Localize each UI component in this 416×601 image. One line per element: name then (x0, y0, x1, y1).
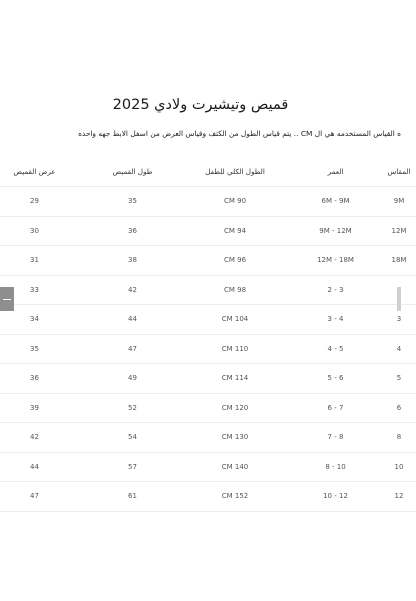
cell-child-height: CM 104 (221, 315, 249, 324)
cell-age: 8 - 7 (327, 433, 344, 442)
header-age: العمر (327, 167, 344, 176)
cell-size: 18M (391, 256, 407, 265)
cell-shirt-length: 47 (128, 344, 137, 353)
cell-age: 6 - 5 (327, 374, 344, 383)
cell-child-height: CM 98 (223, 285, 247, 294)
cell-size: 12 (394, 492, 404, 501)
table-row (0, 187, 416, 217)
cell-shirt-length: 49 (128, 374, 137, 383)
table-header-row (0, 157, 416, 187)
cell-child-height: CM 94 (223, 226, 247, 235)
cell-shirt-width: 39 (30, 403, 39, 412)
cell-size: 6 (396, 403, 402, 412)
cell-age: 3 - 2 (327, 285, 344, 294)
cell-child-height: CM 90 (223, 197, 247, 206)
cell-shirt-length: 52 (128, 403, 137, 412)
right-scroll-handle[interactable] (397, 287, 401, 311)
cell-age: 12M - 18M (317, 256, 354, 265)
cell-child-height: CM 120 (221, 403, 249, 412)
header-shirt-width: عرض القميص (13, 167, 56, 176)
left-scroll-handle[interactable] (0, 287, 14, 311)
cell-shirt-length: 38 (128, 256, 137, 265)
cell-size: 12M (391, 226, 407, 235)
cell-shirt-width: 42 (30, 433, 39, 442)
cell-size: 5 (396, 374, 402, 383)
table-row (0, 394, 416, 424)
cell-age: 9M - 12M (319, 226, 352, 235)
cell-size: 10 (394, 462, 404, 471)
table-row (0, 423, 416, 453)
size-note-line: ه القياس المستخدمه هي ال CM .. يتم قياس الطول من الكتف وقياس العرض من اسفل الابط جهه واحده (78, 129, 401, 138)
table-row (0, 217, 416, 247)
cell-shirt-width: 29 (30, 197, 39, 206)
cell-child-height: CM 130 (221, 433, 249, 442)
cell-age: 7 - 6 (327, 403, 344, 412)
table-row (0, 482, 416, 512)
cell-child-height: CM 114 (221, 374, 249, 383)
cell-age: 5 - 4 (327, 344, 344, 353)
size-chart-table (0, 157, 416, 512)
cell-child-height: CM 152 (221, 492, 249, 501)
cell-shirt-width: 34 (30, 315, 39, 324)
cell-shirt-length: 57 (128, 462, 137, 471)
cell-shirt-width: 35 (30, 344, 39, 353)
cell-shirt-width: 33 (30, 285, 39, 294)
table-row (0, 305, 416, 335)
page-title: قميص وتيشيرت ولادي 2025 (112, 97, 289, 113)
cell-size: 4 (396, 344, 402, 353)
cell-shirt-width: 47 (30, 492, 39, 501)
table-row (0, 335, 416, 365)
cell-shirt-width: 44 (30, 462, 39, 471)
cell-size: 9M (393, 197, 405, 206)
table-body (0, 187, 416, 512)
cell-shirt-length: 54 (128, 433, 137, 442)
cell-shirt-length: 44 (128, 315, 137, 324)
cell-shirt-length: 36 (128, 226, 137, 235)
table-row (0, 246, 416, 276)
header-child-height: الطول الكلي للطفل (205, 167, 265, 176)
cell-child-height: CM 110 (221, 344, 249, 353)
cell-age: 6M - 9M (321, 197, 350, 206)
cell-size: 3 (396, 315, 402, 324)
table-row (0, 276, 416, 306)
cell-child-height: CM 96 (223, 256, 247, 265)
cell-child-height: CM 140 (221, 462, 249, 471)
cell-shirt-width: 31 (30, 256, 39, 265)
header-shirt-length: طول القميص (112, 167, 153, 176)
size-note (0, 127, 401, 140)
cell-shirt-length: 35 (128, 197, 137, 206)
cell-shirt-width: 36 (30, 374, 39, 383)
table-row (0, 453, 416, 483)
cell-size: 8 (396, 433, 402, 442)
cell-age: 12 - 10 (323, 492, 348, 501)
cell-age: 4 - 3 (327, 315, 344, 324)
header-size: المقاس (387, 167, 411, 176)
cell-shirt-length: 61 (128, 492, 137, 501)
cell-shirt-width: 30 (30, 226, 39, 235)
cell-age: 10 - 8 (325, 462, 346, 471)
cell-shirt-length: 42 (128, 285, 137, 294)
minus-icon (3, 299, 11, 300)
table-row (0, 364, 416, 394)
